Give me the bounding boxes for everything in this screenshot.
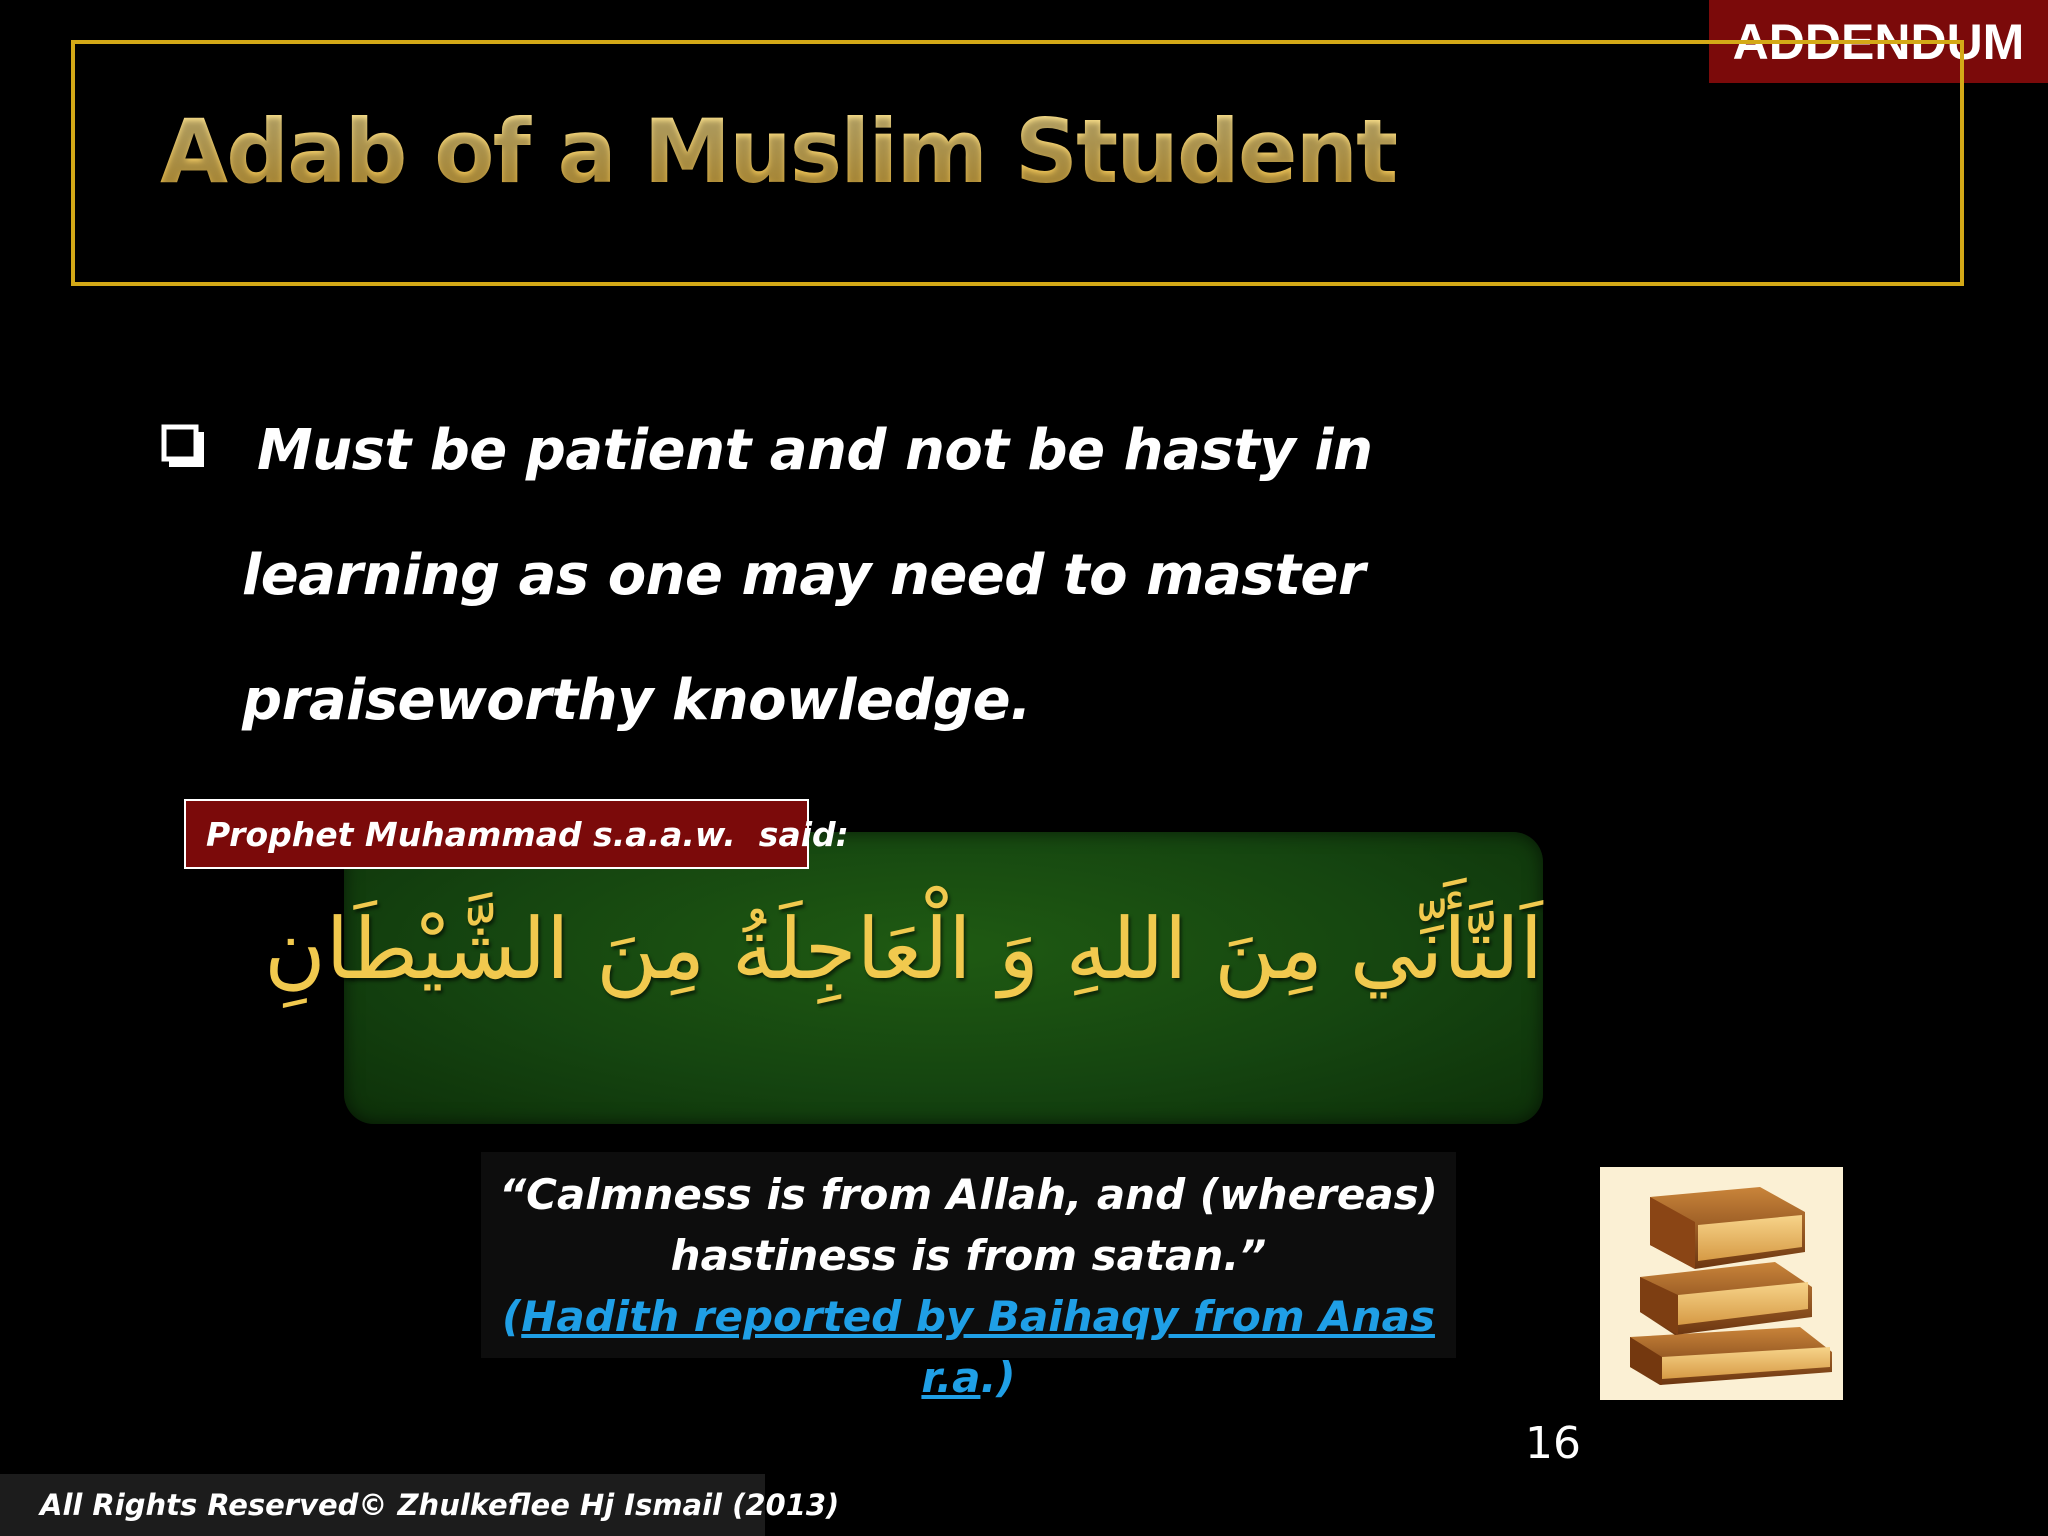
addendum-badge: ADDENDUM [1709,0,2048,83]
page-number: 16 [1525,1418,1581,1469]
arabic-hadith-text: اَلتَّأَنِّي مِنَ اللهِ وَ الْعَاجِلَةُ مِنَ الشَّيْطَانِ [264,900,1543,998]
books-image [1600,1167,1843,1400]
bullet-text-line-3: praiseworthy knowledge. [242,668,1031,733]
hadith-reference [481,1286,1456,1408]
reference-close: .) [980,1353,1016,1402]
translation-line-2: hastiness is from satan.” [670,1231,1267,1280]
page-title: Adab of a Muslim Student [160,100,1397,203]
bullet-text-line-2: learning as one may need to master [242,543,1365,608]
copyright-footer: All Rights Reserved© Zhulkeflee Hj Ismail (2013) [0,1474,765,1536]
hadith-reference-link[interactable]: Hadith reported by Baihaqy from Anas r.a [521,1292,1435,1402]
translation-line-1: “Calmness is from Allah, and (whereas) [499,1170,1438,1219]
prophet-said-label: Prophet Muhammad s.a.a.w. said: [184,799,809,869]
bullet-text-line-1: Must be patient and not be hasty in [257,418,1373,483]
reference-open: ( [502,1292,522,1341]
checkbox-icon [161,424,205,470]
translation-box [481,1152,1456,1402]
